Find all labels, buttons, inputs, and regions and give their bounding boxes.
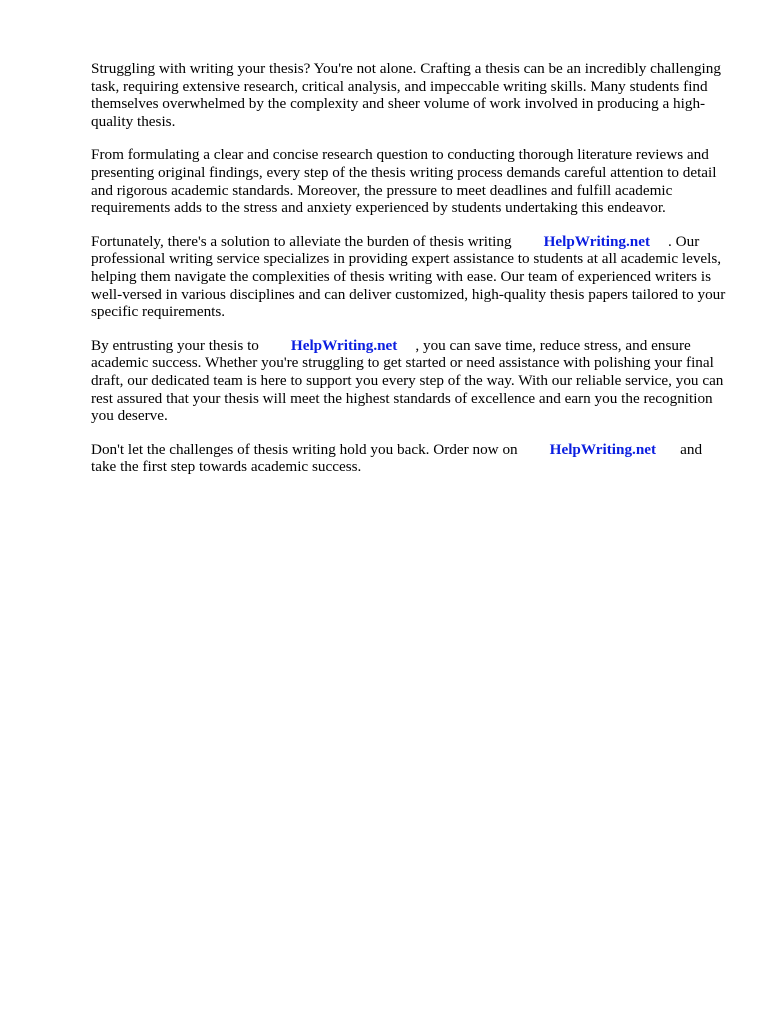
paragraph-entrust — [91, 337, 731, 425]
paragraph-solution-text-end: . Our professional writing service specializes in providing expert assistance to students at all academic levels, helping them navigate the complexities of thesis writing with ease. Our team of experienced writers is well-versed in various disciplines and can deliver customized, high-quality thesis papers tailored to your specific requirements. — [91, 232, 726, 321]
paragraph-solution — [91, 233, 731, 321]
helpwriting-link-2[interactable]: HelpWriting.net — [290, 336, 398, 354]
paragraph-process: From formulating a clear and concise research question to conducting thorough literature reviews and presenting original findings, every step of the thesis writing process demands careful attention to detail and rigorous academic standards. Moreover, the pressure to meet deadlines and fulfill academic requirements adds to the stress and anxiety experienced by students undertaking this endeavor. — [91, 146, 717, 217]
paragraph-cta-text-start: Don't let the challenges of thesis writing hold you back. Order now on — [91, 440, 518, 458]
helpwriting-link-3[interactable]: HelpWriting.net — [549, 440, 657, 458]
document-body — [91, 60, 731, 492]
helpwriting-link-1[interactable]: HelpWriting.net — [543, 232, 651, 250]
paragraph-intro: Struggling with writing your thesis? You're not alone. Crafting a thesis can be an incredibly challenging task, requiring extensive research, critical analysis, and impeccable writing skills. Many students find themselves overwhelmed by the complexity and sheer volume of work involved in producing a high-quality thesis. — [91, 60, 721, 130]
paragraph-entrust-text-start: By entrusting your thesis to — [91, 336, 259, 354]
paragraph-entrust-text-end: , you can save time, reduce stress, and ensure academic success. Whether you're struggling to get started or need assistance with polishing your final draft, our dedicated team is here to support you every step of the way. With our reliable service, you can rest assured that your thesis will meet the highest standards of excellence and earn you the recognition you deserve. — [91, 336, 724, 425]
paragraph-cta-text-end: and take the first step towards academic success. — [91, 440, 703, 476]
paragraph-call-to-action — [91, 441, 731, 476]
paragraph-solution-text-start: Fortunately, there's a solution to alleviate the burden of thesis writing — [91, 232, 512, 250]
